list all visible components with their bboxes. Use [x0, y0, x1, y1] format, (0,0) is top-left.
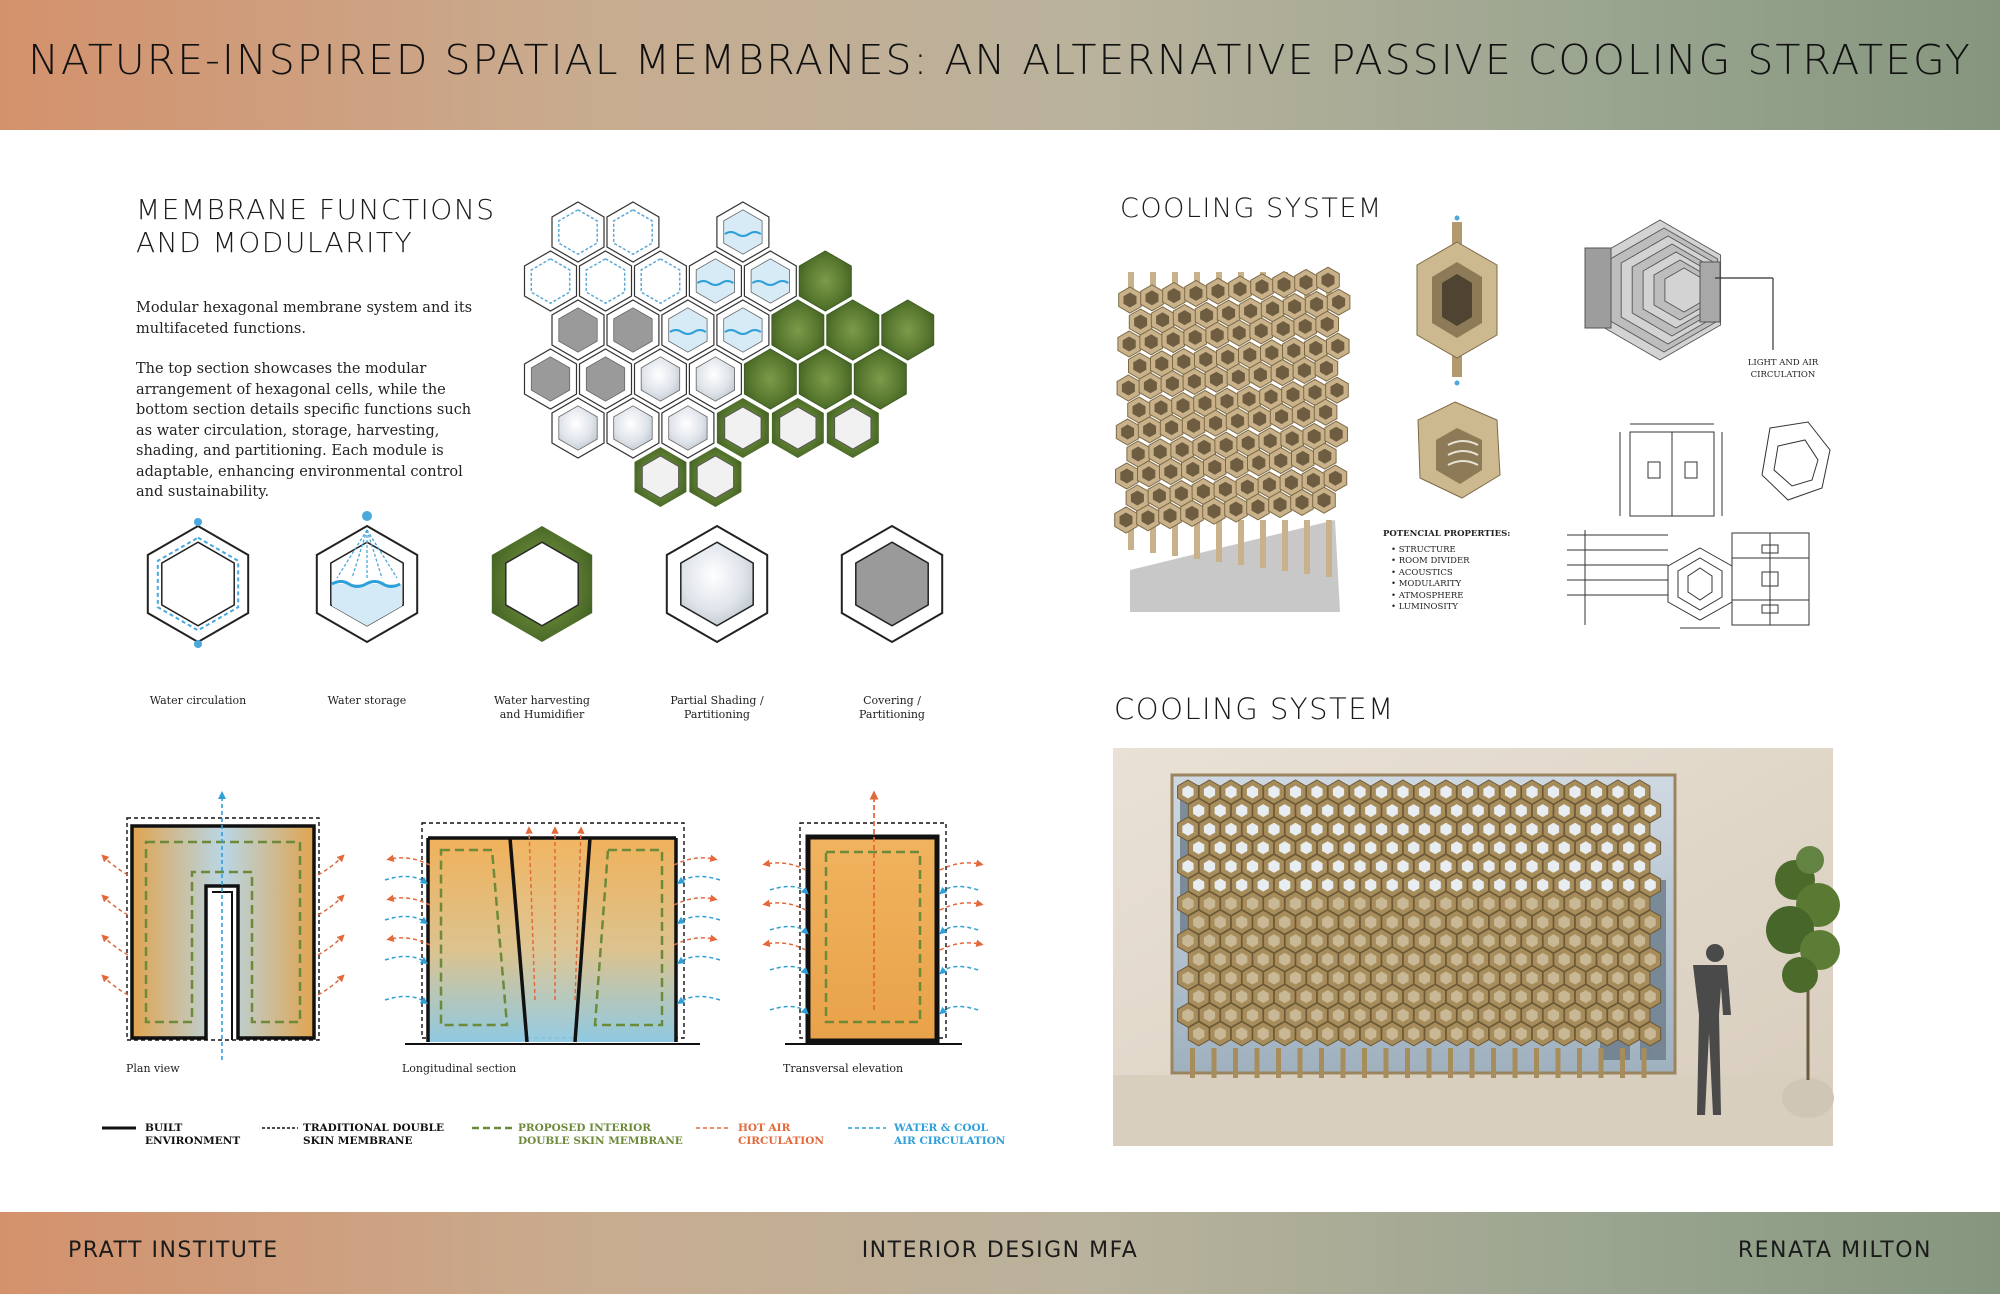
property-item: • LUMINOSITY	[1391, 602, 1458, 612]
property-item: • ATMOSPHERE	[1391, 590, 1464, 601]
property-item: • STRUCTURE	[1391, 544, 1456, 555]
membrane-intro: Modular hexagonal membrane system and its multifaceted functions.	[136, 300, 473, 337]
function-label-partial-shading: Partial Shading / Partitioning	[670, 694, 764, 721]
function-label-water-circulation: Water circulation	[149, 694, 247, 707]
light-air-annotation: LIGHT AND AIR CIRCULATION	[1747, 358, 1819, 380]
legend-cool-air: WATER & COOL AIR CIRCULATION	[894, 1122, 1006, 1147]
caption-plan-view: Plan view	[126, 1062, 180, 1075]
rendered-hexagon-panel	[1178, 780, 1661, 1078]
footer-institution: PRATT INSTITUTE	[68, 1238, 279, 1263]
page-title: NATURE-INSPIRED SPATIAL MEMBRANES: AN ALTERNATIVE PASSIVE COOLING STRATEGY	[28, 36, 1972, 84]
property-item: • ACOUSTICS	[1391, 567, 1453, 578]
function-label-water-harvesting: Water harvesting and Humidifier	[494, 694, 590, 721]
function-label-covering: Covering / Partitioning	[859, 694, 925, 721]
legend-hot-air: HOT AIR CIRCULATION	[738, 1122, 824, 1147]
legend-proposed-membrane: PROPOSED INTERIOR DOUBLE SKIN MEMBRANE	[518, 1122, 683, 1147]
membrane-title-line1: MEMBRANE FUNCTIONS	[136, 193, 496, 226]
membrane-title-line2: AND MODULARITY	[136, 226, 414, 259]
membrane-body: The top section showcases the modular arrangement of hexagonal cells, while the bottom section details specific functions such as water circulation, storage, harvesting, shading, and partitioning. Each module is adaptable, enhancing environmental control and sustainability.	[136, 361, 472, 500]
caption-transversal-elevation: Transversal elevation	[783, 1062, 904, 1075]
cooling-title-bottom: COOLING SYSTEM	[1114, 692, 1395, 726]
footer-program: INTERIOR DESIGN MFA	[861, 1238, 1139, 1263]
cooling-title-top: COOLING SYSTEM	[1120, 193, 1383, 224]
footer-author: RENATA MILTON	[1737, 1238, 1932, 1263]
property-item: • ROOM DIVIDER	[1391, 556, 1470, 566]
properties-title: POTENCIAL PROPERTIES:	[1383, 529, 1511, 539]
legend-traditional-membrane: TRADITIONAL DOUBLE SKIN MEMBRANE	[303, 1122, 445, 1147]
function-label-water-storage: Water storage	[327, 694, 407, 707]
property-item: • MODULARITY	[1391, 579, 1462, 589]
caption-longitudinal-section: Longitudinal section	[402, 1062, 517, 1075]
legend-built-environment: BUILT ENVIRONMENT	[145, 1122, 241, 1147]
